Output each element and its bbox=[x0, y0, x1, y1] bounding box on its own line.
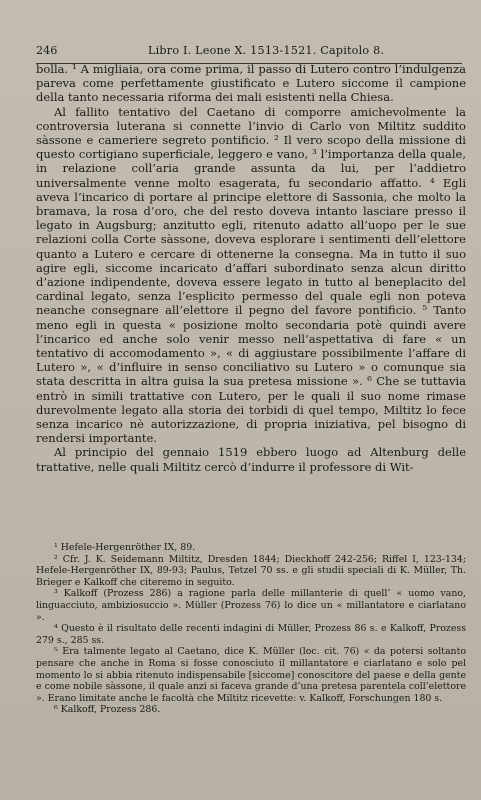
paragraph: Al fallito tentativo del Caetano di comporre amichevolmente la controversia luterana si connette l’invio di Carlo von Miltitz suddito sàssone e cameriere segreto pontificio. ² Il vero scopo della missione di questo cortigiano superficiale, leggero e vano, ³ l’importanza della quale, in relazione coll’aria grande assunta da lui, per l’addietro universalmente venne molto esagerata, fu secondario affatto. ⁴ Egli aveva l’incarico di portare al principe elettore di Sassonia, che molto la bramava, la rosa d’oro, che del resto doveva intanto lasciare presso il legato in Augsburg; anzitutto egli, ritenuto adatto all’uopo per le sue relazioni colla Corte sàssone, doveva esplorare i sentimenti dell’elettore quanto a Lutero e cercare di ottenerne la consegna. Ma in tutto il suo agire egli, siccome incaricato d’affari subordinato senza alcun diritto d’azione indipendente, doveva essere legato in tutto al beneplacito del cardinal legato, senza l’esplicito permesso del quale egli non poteva neanche consegnare all’elettore il pegno del favore pontificio. ⁵ Tanto meno egli in questa « posizione molto secondaria potè quindi avere l’incarico ed anche solo venir messo nell’aspettativa di fare « un tentativo di accomodamento », « di aggiustare possibilmente l’affare di Lutero », « d’influire in senso conciliativo su Lutero » o comunque sia stata descritta in altra guisa la sua pretesa missione ». ⁶ Che se tuttavia entrò in simili trattative con Lutero, per le quali il suo nome rimase durevolmente legato alla storia dei torbidi di quel tempo, Miltitz lo fece senza incarico nè autorizzazione, di propria iniziativa, pel bisogno di rendersi importante. bbox=[36, 104, 466, 446]
page-number: 246 bbox=[36, 44, 58, 57]
running-title: Libro I. Leone X. 1513-1521. Capitolo 8. bbox=[148, 44, 385, 57]
footnote: ⁶ Kalkoff, Prozess 286. bbox=[54, 704, 161, 716]
main-text bbox=[36, 62, 466, 474]
footnotes bbox=[36, 542, 466, 716]
footnote: ³ Kalkoff (Prozess 286) a ragione parla delle millanterie di quell’ « uomo vano, linguacciuto, ambiziosuccio ». Müller (Prozess 76) lo dice un « millantatore e ciarlatano ». bbox=[36, 588, 466, 623]
footnote: ¹ Hefele-Hergenröther IX, 89. bbox=[54, 542, 196, 553]
footnote: ² Cfr. J. K. Seidemann Miltitz, Dresden 1844; Dieckhoff 242-256; Riffel I, 123-134; Hefele-Hergenröther IX, 89-93; Paulus, Tetzel 70 ss. e gli studii speciali di K. Müller, Th. Brieger e Kalkoff che citeremo in seguito. bbox=[36, 553, 466, 588]
paragraph: Al principio del gennaio 1519 ebbero luogo ad Altenburg delle trattative, nelle quali Miltitz cercò d’indurre il professore di Wit- bbox=[36, 445, 466, 474]
running-header bbox=[36, 44, 452, 60]
footnote: ⁵ Era talmente legato al Caetano, dice K. Müller (loc. cit. 76) « da potersi soltanto pensare che anche in Roma si fosse conosciuto il millantatore e ciarlatano e solo pel momento lo si abbia ritenuto indispensabile [siccome] conoscitore del paese e della gente e come nobile sàssone, il quale anzi si faceva grande d’una pretesa parentela coll’elettore ». Erano limitate anche le facoltà che Miltitz ricevette: v. Kalkoff, Forschungen 180 s. bbox=[36, 646, 466, 704]
paragraph: bolla. ¹ A migliaia, ora come prima, il passo di Lutero contro l’indulgenza pareva come perfettamente giustificato e Lutero siccome il campione della tanto necessaria riforma dei mali esistenti nella Chiesa. bbox=[36, 62, 466, 105]
footnote: ⁴ Questo è il risultato delle recenti indagini di Müller, Prozess 86 s. e Kalkoff, Prozess 279 s., 285 ss. bbox=[36, 623, 466, 646]
